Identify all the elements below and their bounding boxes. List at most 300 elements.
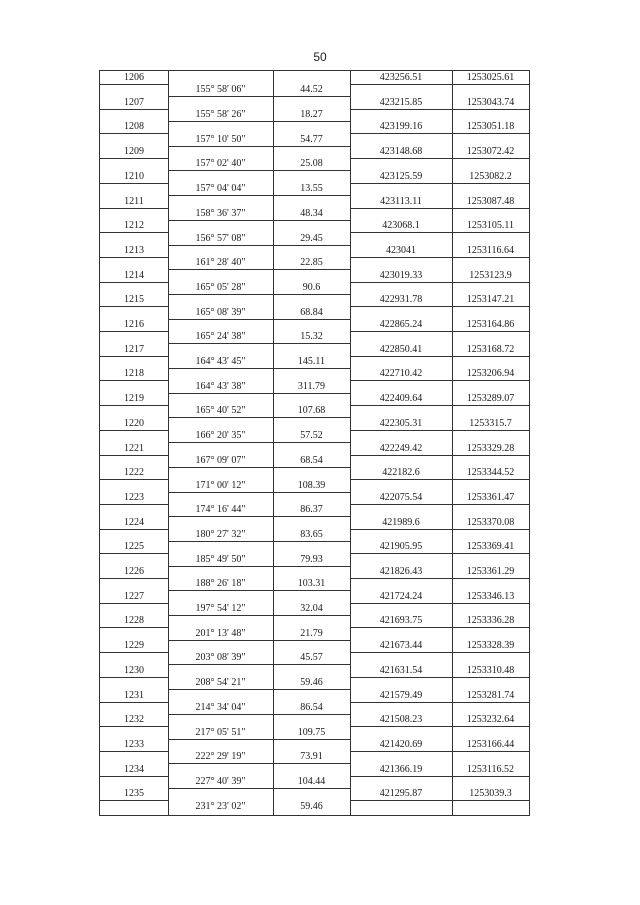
row-rule <box>350 776 452 777</box>
row-rule <box>168 492 273 493</box>
row-rule <box>168 541 273 542</box>
row-rule <box>452 356 529 357</box>
segment-distance: 45.57 <box>300 652 323 664</box>
point-number: 1211 <box>124 195 144 207</box>
coordinate-x: 421295.87 <box>379 788 423 800</box>
row-rule <box>168 739 273 740</box>
point-number: 1230 <box>124 664 144 676</box>
row-rule <box>168 590 273 591</box>
row-rule <box>100 331 168 332</box>
row-rule <box>452 751 529 752</box>
row-rule <box>452 183 529 184</box>
row-rule <box>273 590 350 591</box>
row-rule <box>350 455 452 456</box>
coordinate-y: 1253361.47 <box>466 491 515 503</box>
coordinate-y: 1253116.52 <box>466 763 515 775</box>
segment-distance: 29.45 <box>300 232 323 244</box>
coordinate-y: 1253123.9 <box>469 269 512 281</box>
coordinate-y: 1253315.7 <box>469 417 512 429</box>
coordinate-y: 1253361.29 <box>466 566 515 577</box>
bearing-angle: 174° 16' 44" <box>195 504 246 516</box>
segment-distance: 54.77 <box>300 133 323 145</box>
row-rule <box>452 652 529 653</box>
bearing-angle: 231° 23' 02" <box>195 800 246 812</box>
row-rule <box>100 479 168 480</box>
row-rule <box>273 170 350 171</box>
row-rule <box>100 504 168 505</box>
segment-distance: 86.37 <box>300 504 323 516</box>
row-rule <box>273 146 350 147</box>
segment-distance: 25.08 <box>300 158 323 170</box>
row-rule <box>273 467 350 468</box>
bearing-angle: 201° 13' 48" <box>195 627 246 639</box>
segment-distance: 109.75 <box>297 726 326 738</box>
coordinate-x: 421826.43 <box>379 566 423 577</box>
row-rule <box>452 430 529 431</box>
coordinate-x: 423148.68 <box>379 146 423 158</box>
row-rule <box>100 84 168 85</box>
segment-distance: 32.04 <box>300 603 323 615</box>
point-number: 1223 <box>124 491 144 503</box>
row-rule <box>273 96 350 97</box>
segment-distance: 79.93 <box>300 553 323 565</box>
coordinates-table <box>99 70 530 816</box>
coordinate-x: 423041 <box>386 244 416 256</box>
bearing-angle: 208° 54' 21" <box>195 677 246 689</box>
segment-distance: 90.6 <box>302 281 321 293</box>
row-rule <box>168 368 273 369</box>
row-rule <box>168 516 273 517</box>
row-rule <box>452 380 529 381</box>
coordinate-y: 1253164.86 <box>466 319 515 330</box>
coordinate-x: 422305.31 <box>379 417 423 429</box>
row-rule <box>350 529 452 530</box>
row-rule <box>273 492 350 493</box>
bearing-angle: 217° 05' 51" <box>195 726 246 738</box>
bearing-angle: 165° 08' 39" <box>195 306 246 318</box>
row-rule <box>168 220 273 221</box>
row-rule <box>168 788 273 789</box>
row-rule <box>350 158 452 159</box>
coordinate-x: 422850.41 <box>379 343 423 355</box>
row-rule <box>100 405 168 406</box>
row-rule <box>452 282 529 283</box>
row-rule <box>100 627 168 628</box>
row-rule <box>168 615 273 616</box>
coordinate-y: 1253289.07 <box>466 393 515 405</box>
point-number: 1220 <box>124 417 144 429</box>
row-rule <box>168 417 273 418</box>
point-number: 1232 <box>124 714 144 726</box>
bearing-angle: 165° 40' 52" <box>195 405 246 417</box>
row-rule <box>100 726 168 727</box>
row-rule <box>273 319 350 320</box>
row-rule <box>350 257 452 258</box>
coordinate-y: 1253344.52 <box>466 467 515 479</box>
row-rule <box>100 652 168 653</box>
coordinate-y: 1253166.44 <box>466 738 515 750</box>
point-number: 1213 <box>124 244 144 256</box>
coordinate-x: 421724.24 <box>379 590 423 602</box>
row-rule <box>350 504 452 505</box>
row-rule <box>452 504 529 505</box>
row-rule <box>350 331 452 332</box>
row-rule <box>168 121 273 122</box>
segment-distance: 145.11 <box>297 356 326 368</box>
row-rule <box>273 417 350 418</box>
row-rule <box>350 109 452 110</box>
row-rule <box>100 677 168 678</box>
row-rule <box>452 208 529 209</box>
row-rule <box>273 343 350 344</box>
coordinate-y: 1253310.48 <box>466 664 515 676</box>
row-rule <box>100 306 168 307</box>
segment-distance: 107.68 <box>297 405 326 417</box>
row-rule <box>350 652 452 653</box>
bearing-angle: 197° 54' 12" <box>195 603 246 615</box>
point-number: 1214 <box>124 269 144 281</box>
page-number: 50 <box>313 50 327 64</box>
row-rule <box>452 578 529 579</box>
row-rule <box>100 257 168 258</box>
coordinate-y: 1253329.28 <box>466 442 515 454</box>
segment-distance: 22.85 <box>300 257 323 269</box>
coordinate-y: 1253346.13 <box>466 590 515 602</box>
row-rule <box>100 232 168 233</box>
point-number: 1207 <box>124 96 144 108</box>
row-rule <box>350 306 452 307</box>
segment-distance: 103.31 <box>297 578 326 590</box>
coordinate-y: 1253281.74 <box>466 689 515 701</box>
coordinate-x: 423215.85 <box>379 96 423 108</box>
coordinate-y: 1253328.39 <box>466 640 515 652</box>
coordinate-x: 423068.1 <box>382 220 420 232</box>
row-rule <box>100 133 168 134</box>
row-rule <box>273 368 350 369</box>
row-rule <box>273 714 350 715</box>
row-rule <box>273 245 350 246</box>
row-rule <box>100 109 168 110</box>
row-rule <box>273 195 350 196</box>
row-rule <box>350 430 452 431</box>
bearing-angle: 158° 36' 37" <box>195 207 246 219</box>
bearing-angle: 214° 34' 04" <box>195 701 246 713</box>
coordinate-x: 422249.42 <box>379 442 423 454</box>
coordinate-x: 421579.49 <box>379 689 423 701</box>
row-rule <box>273 442 350 443</box>
row-rule <box>168 146 273 147</box>
row-rule <box>100 702 168 703</box>
point-number: 1234 <box>124 763 144 775</box>
row-rule <box>452 800 529 801</box>
row-rule <box>168 294 273 295</box>
segment-distance: 48.34 <box>300 207 323 219</box>
coordinate-y: 1253168.72 <box>466 343 515 355</box>
bearing-angle: 185° 49' 50" <box>195 553 246 565</box>
bearing-angle: 171° 00' 12" <box>195 479 246 491</box>
row-rule <box>273 269 350 270</box>
row-rule <box>350 800 452 801</box>
coordinate-x: 422182.6 <box>382 467 420 479</box>
row-rule <box>452 553 529 554</box>
row-rule <box>273 566 350 567</box>
row-rule <box>100 800 168 801</box>
row-rule <box>452 702 529 703</box>
row-rule <box>100 430 168 431</box>
point-number: 1224 <box>124 516 144 528</box>
row-rule <box>168 269 273 270</box>
point-number: 1231 <box>124 689 144 701</box>
point-number: 1235 <box>124 788 144 800</box>
row-rule <box>100 776 168 777</box>
row-rule <box>350 553 452 554</box>
row-rule <box>168 467 273 468</box>
coordinate-y: 1253043.74 <box>466 96 515 108</box>
row-rule <box>350 578 452 579</box>
row-rule <box>350 282 452 283</box>
row-rule <box>452 603 529 604</box>
row-rule <box>350 380 452 381</box>
coordinate-y: 1253116.64 <box>466 244 515 256</box>
row-rule <box>100 529 168 530</box>
bearing-angle: 164° 43' 38" <box>195 380 246 392</box>
row-rule <box>168 96 273 97</box>
segment-distance: 68.84 <box>300 306 323 318</box>
segment-distance: 15.32 <box>300 331 323 343</box>
row-rule <box>168 343 273 344</box>
segment-distance: 108.39 <box>297 479 326 491</box>
row-rule <box>350 627 452 628</box>
coordinate-x: 421905.95 <box>379 541 423 553</box>
row-rule <box>273 541 350 542</box>
row-rule <box>168 319 273 320</box>
segment-distance: 68.54 <box>300 454 323 466</box>
row-rule <box>452 627 529 628</box>
bearing-angle: 203° 08' 39" <box>195 652 246 664</box>
coordinate-x: 421989.6 <box>382 516 420 528</box>
row-rule <box>452 479 529 480</box>
bearing-angle: 165° 24' 38" <box>195 331 246 343</box>
row-rule <box>100 603 168 604</box>
point-number: 1228 <box>124 615 144 627</box>
row-rule <box>350 232 452 233</box>
point-number: 1233 <box>124 738 144 750</box>
point-number: 1217 <box>124 343 144 355</box>
row-rule <box>100 553 168 554</box>
row-rule <box>100 282 168 283</box>
coordinate-x: 422865.24 <box>379 319 423 330</box>
coordinate-y: 1253206.94 <box>466 368 515 380</box>
row-rule <box>100 455 168 456</box>
coordinate-y: 1253087.48 <box>466 195 515 207</box>
row-rule <box>350 405 452 406</box>
coordinate-x: 423256.51 <box>379 72 423 83</box>
point-number: 1227 <box>124 590 144 602</box>
row-rule <box>452 776 529 777</box>
coordinate-x: 423113.11 <box>380 195 422 207</box>
segment-distance: 311.79 <box>297 380 326 392</box>
coordinate-y: 1253369.41 <box>466 541 515 553</box>
bearing-angle: 227° 40' 39" <box>195 775 246 787</box>
coordinate-x: 422931.78 <box>379 294 423 306</box>
bearing-angle: 164° 43' 45" <box>195 356 246 368</box>
row-rule <box>168 442 273 443</box>
row-rule <box>350 208 452 209</box>
row-rule <box>452 109 529 110</box>
segment-distance: 13.55 <box>300 183 323 195</box>
segment-distance: 59.46 <box>300 677 323 689</box>
point-number: 1215 <box>124 294 144 306</box>
point-number: 1206 <box>124 72 144 83</box>
coordinate-y: 1253072.42 <box>466 146 515 158</box>
segment-distance: 86.54 <box>300 701 323 713</box>
row-rule <box>168 195 273 196</box>
row-rule <box>273 664 350 665</box>
point-number: 1212 <box>124 220 144 232</box>
row-rule <box>168 714 273 715</box>
bearing-angle: 157° 04' 04" <box>195 183 246 195</box>
segment-distance: 44.52 <box>300 84 323 96</box>
row-rule <box>273 640 350 641</box>
row-rule <box>350 702 452 703</box>
row-rule <box>100 578 168 579</box>
coordinate-x: 422710.42 <box>379 368 423 380</box>
row-rule <box>100 356 168 357</box>
bearing-angle: 167° 09' 07" <box>195 454 246 466</box>
bearing-angle: 155° 58' 26" <box>195 109 246 121</box>
segment-distance: 18.27 <box>300 109 323 121</box>
coordinate-x: 421420.69 <box>379 738 423 750</box>
row-rule <box>452 306 529 307</box>
row-rule <box>452 331 529 332</box>
point-number: 1210 <box>124 170 144 182</box>
bearing-angle: 161° 28' 40" <box>195 257 246 269</box>
row-rule <box>273 294 350 295</box>
row-rule <box>168 566 273 567</box>
row-rule <box>273 121 350 122</box>
row-rule <box>273 615 350 616</box>
row-rule <box>452 133 529 134</box>
bearing-angle: 188° 26' 18" <box>195 578 246 590</box>
row-rule <box>273 516 350 517</box>
row-rule <box>273 788 350 789</box>
coordinate-y: 1253051.18 <box>466 121 515 133</box>
coordinate-y: 1253336.28 <box>466 615 515 627</box>
bearing-angle: 157° 10' 50" <box>195 133 246 145</box>
coordinate-x: 421631.54 <box>379 664 423 676</box>
row-rule <box>168 664 273 665</box>
bearing-angle: 166° 20' 35" <box>195 430 246 442</box>
coordinate-y: 1253232.64 <box>466 714 515 726</box>
row-rule <box>350 183 452 184</box>
row-rule <box>452 257 529 258</box>
coordinate-x: 423199.16 <box>379 121 423 133</box>
row-rule <box>452 455 529 456</box>
coordinate-x: 421693.75 <box>379 615 423 627</box>
segment-distance: 59.46 <box>300 800 323 812</box>
row-rule <box>350 603 452 604</box>
point-number: 1222 <box>124 467 144 479</box>
row-rule <box>100 183 168 184</box>
row-rule <box>350 133 452 134</box>
row-rule <box>452 677 529 678</box>
segment-distance: 21.79 <box>300 627 323 639</box>
coordinate-y: 1253025.61 <box>466 72 515 83</box>
row-rule <box>168 245 273 246</box>
coordinate-y: 1253147.21 <box>466 294 515 306</box>
coordinate-x: 422409.64 <box>379 393 423 405</box>
row-rule <box>168 170 273 171</box>
segment-distance: 73.91 <box>300 751 323 763</box>
row-rule <box>273 739 350 740</box>
coordinate-y: 1253370.08 <box>466 516 515 528</box>
bearing-angle: 156° 57' 08" <box>195 232 246 244</box>
row-rule <box>452 726 529 727</box>
point-number: 1219 <box>124 393 144 405</box>
row-rule <box>273 689 350 690</box>
row-rule <box>100 158 168 159</box>
bearing-angle: 180° 27' 32" <box>195 528 246 540</box>
bearing-angle: 222° 29' 19" <box>195 751 246 763</box>
row-rule <box>100 208 168 209</box>
segment-distance: 83.65 <box>300 528 323 540</box>
point-number: 1226 <box>124 566 144 577</box>
point-number: 1221 <box>124 442 144 454</box>
coordinate-x: 423125.59 <box>379 170 423 182</box>
row-rule <box>452 84 529 85</box>
segment-distance: 104.44 <box>297 775 326 787</box>
coordinate-x: 423019.33 <box>379 269 423 281</box>
segment-distance: 57.52 <box>300 430 323 442</box>
coordinate-y: 1253039.3 <box>469 788 512 800</box>
coordinate-y: 1253082.2 <box>469 170 512 182</box>
row-rule <box>273 220 350 221</box>
row-rule <box>168 689 273 690</box>
bearing-angle: 157° 02' 40" <box>195 158 246 170</box>
row-rule <box>168 640 273 641</box>
row-rule <box>350 726 452 727</box>
coordinate-x: 421673.44 <box>379 640 423 652</box>
row-rule <box>350 479 452 480</box>
coordinate-x: 421366.19 <box>379 763 423 775</box>
row-rule <box>452 529 529 530</box>
bearing-angle: 155° 58' 06" <box>195 84 246 96</box>
point-number: 1216 <box>124 319 144 330</box>
point-number: 1209 <box>124 146 144 158</box>
point-number: 1208 <box>124 121 144 133</box>
row-rule <box>168 763 273 764</box>
row-rule <box>350 356 452 357</box>
point-number: 1225 <box>124 541 144 553</box>
row-rule <box>452 405 529 406</box>
row-rule <box>350 84 452 85</box>
row-rule <box>100 380 168 381</box>
row-rule <box>350 751 452 752</box>
point-number: 1218 <box>124 368 144 380</box>
row-rule <box>350 677 452 678</box>
bearing-angle: 165° 05' 28" <box>195 281 246 293</box>
row-rule <box>168 393 273 394</box>
coordinate-y: 1253105.11 <box>466 220 515 232</box>
point-number: 1229 <box>124 640 144 652</box>
row-rule <box>452 158 529 159</box>
coordinate-x: 422075.54 <box>379 491 423 503</box>
row-rule <box>273 393 350 394</box>
row-rule <box>452 232 529 233</box>
row-rule <box>100 751 168 752</box>
row-rule <box>273 763 350 764</box>
coordinate-x: 421508.23 <box>379 714 423 726</box>
